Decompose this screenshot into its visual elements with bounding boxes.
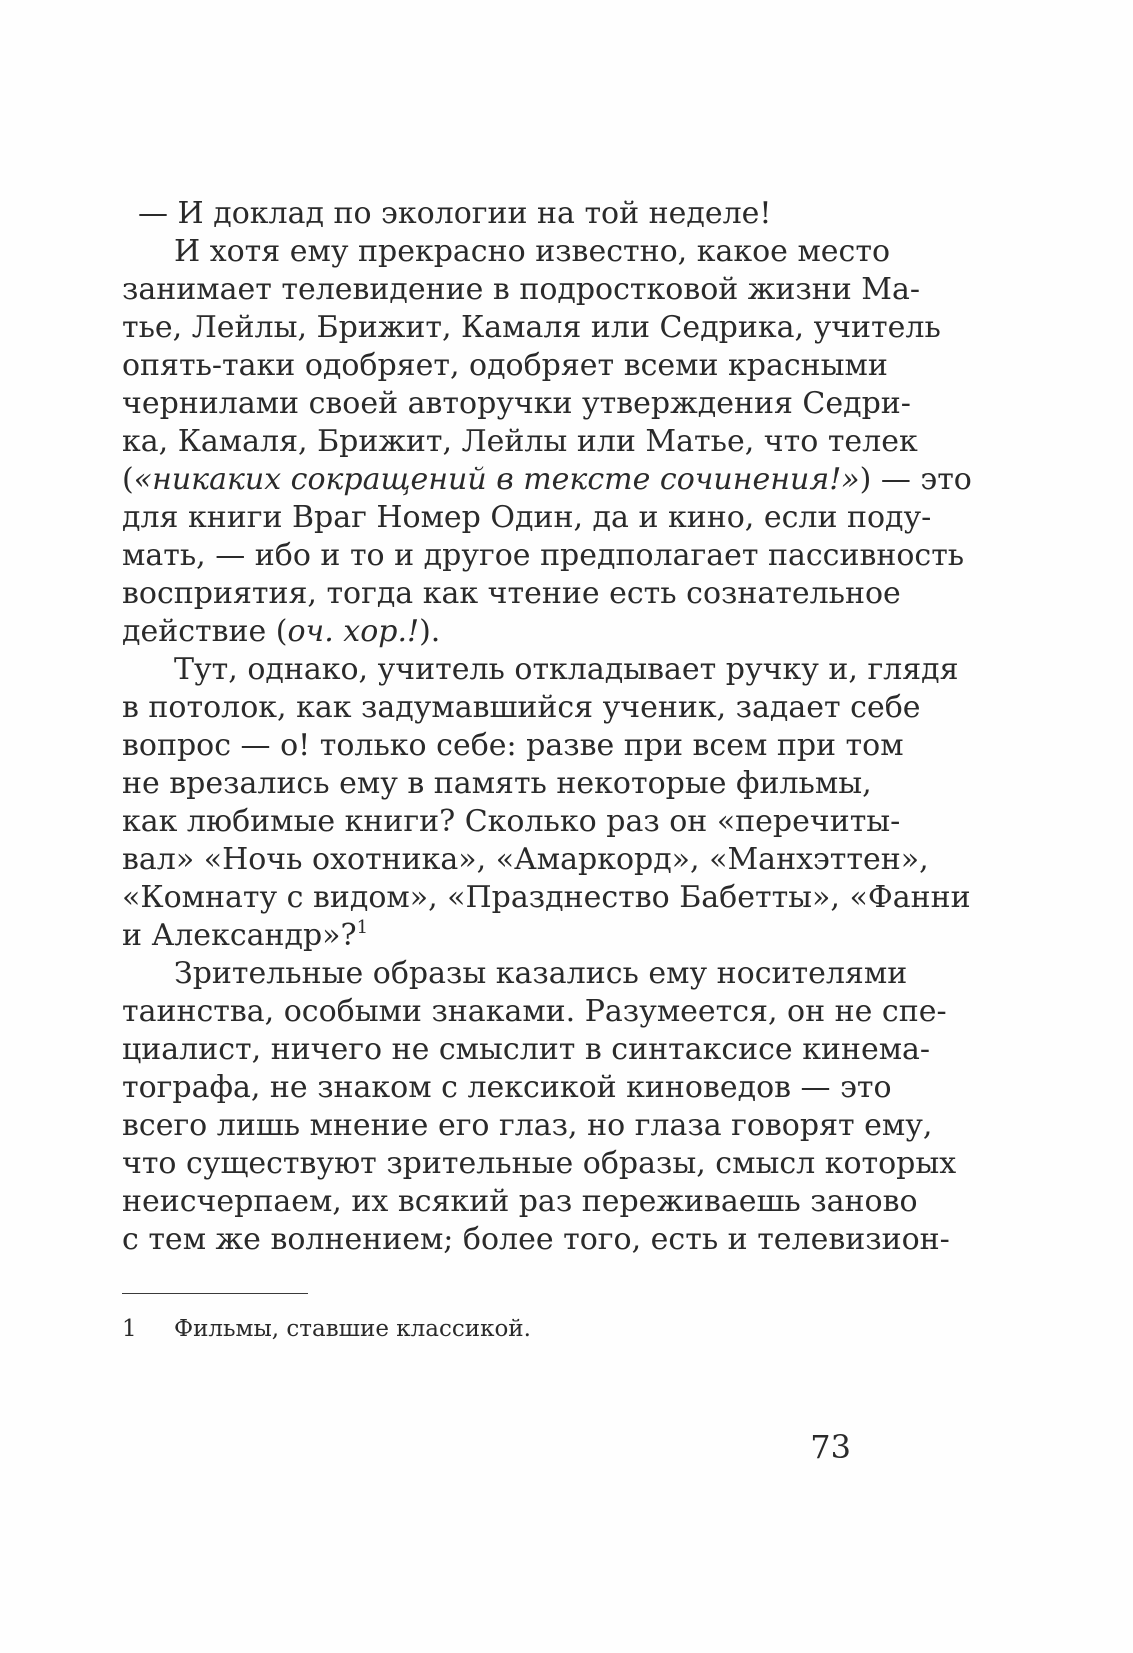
text-line: ка, Камаля, Брижит, Лейлы или Матье, что телек <box>122 424 918 459</box>
footnote <box>122 1314 531 1344</box>
text-line: Зрительные образы казались ему носителями <box>174 956 908 991</box>
text-line: Тут, однако, учитель откладывает ручку и, глядя <box>174 652 959 687</box>
footnote-text: Фильмы, ставшие классикой. <box>174 1316 531 1342</box>
text-line: в потолок, как задумавшийся ученик, задает себе <box>122 690 921 725</box>
text-line: циалист, ничего не смыслит в синтаксисе кинема- <box>122 1032 931 1067</box>
text-line: для книги Враг Номер Один, да и кино, если поду- <box>122 500 932 535</box>
text-line-italic: действие (оч. хор.!). <box>122 614 441 649</box>
text-line: — И доклад по экологии на той неделе! <box>138 196 772 231</box>
text-line: «Комнату с видом», «Празднество Бабетты», «Фанни <box>122 880 971 915</box>
text-line: всего лишь мнение его глаз, но глаза говорят ему, <box>122 1108 933 1143</box>
italic-text: оч. хор.! <box>287 614 420 649</box>
text-line: восприятия, тогда как чтение есть сознательное <box>122 576 901 611</box>
text-line: чернилами своей авторучки утверждения Седри- <box>122 386 911 421</box>
text-line: неисчерпаем, их всякий раз переживаешь заново <box>122 1184 918 1219</box>
text-line: тье, Лейлы, Брижит, Камаля или Седрика, учитель <box>122 310 941 345</box>
text-line: вопрос — о! только себе: разве при всем при том <box>122 728 904 763</box>
text-line: не врезались ему в память некоторые фильмы, <box>122 766 872 801</box>
text-line: тографа, не знаком с лексикой киноведов — это <box>122 1070 892 1105</box>
text-line: как любимые книги? Сколько раз он «перечиты- <box>122 804 901 839</box>
page-number: 73 <box>810 1428 851 1466</box>
text-line: с тем же волнением; более того, есть и телевизион- <box>122 1222 950 1257</box>
footnote-separator <box>122 1293 308 1294</box>
text-line: что существуют зрительные образы, смысл которых <box>122 1146 957 1181</box>
text-line: вал» «Ночь охотника», «Амаркорд», «Манхэттен», <box>122 842 929 877</box>
text-line: и Александр»?$^1$ <box>122 917 369 953</box>
footnote-marker[interactable]: 1 <box>356 917 369 938</box>
footnote-number: 1 <box>122 1316 137 1342</box>
text-line: мать, — ибо и то и другое предполагает пассивность <box>122 538 965 573</box>
italic-text: «никаких сокращений в тексте сочинения!» <box>133 462 860 497</box>
text-line: опять-таки одобряет, одобряет всеми красными <box>122 348 888 383</box>
text-line: И хотя ему прекрасно известно, какое место <box>174 234 891 269</box>
body-text <box>122 195 972 1259</box>
text-line: занимает телевидение в подростковой жизни Ма- <box>122 272 921 307</box>
text-line-italic: («никаких сокращений в тексте сочинения!») — это <box>122 462 972 497</box>
text-line: таинства, особыми знаками. Разумеется, он не спе- <box>122 994 947 1029</box>
